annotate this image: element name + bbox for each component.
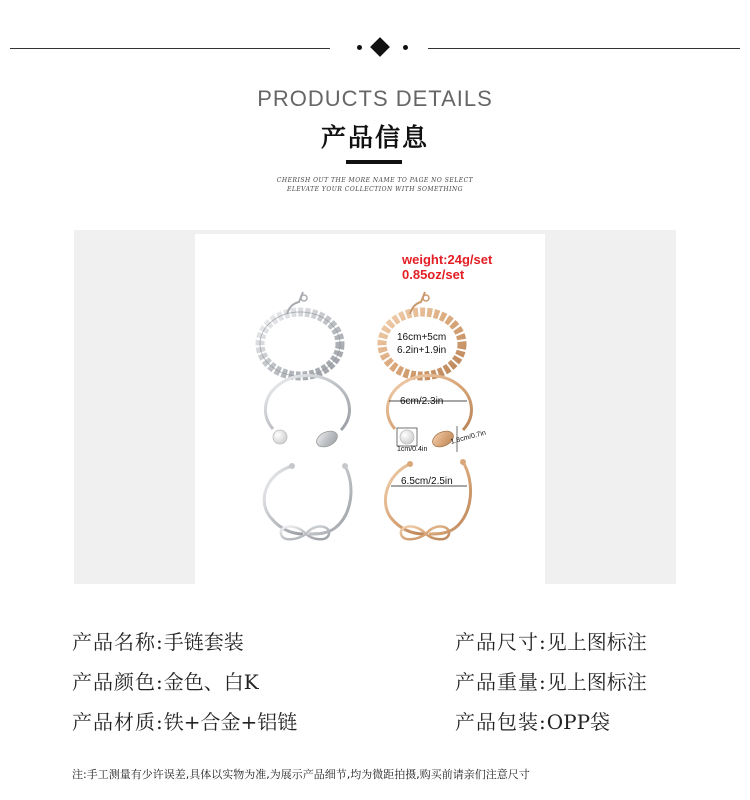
weight-label-ounces: 0.85oz/set	[402, 267, 465, 282]
spec-size-value: 见上图标注	[546, 630, 647, 654]
spec-weight-label: 产品重量:	[455, 670, 547, 694]
spec-product-weight	[455, 666, 647, 695]
spec-product-material	[72, 706, 297, 735]
chain-size-cm: 16cm+5cm	[397, 332, 447, 343]
cuff-width: 6cm/2.3in	[400, 396, 444, 407]
tiny-text-line-1: CHERISH OUT THE MORE NAME TO PAGE NO SELECT	[276, 177, 474, 184]
silver-chain-bracelet	[260, 292, 340, 376]
silver-pearl-heart-cuff	[265, 376, 349, 450]
spec-color-label: 产品颜色:	[72, 670, 164, 694]
spec-weight-value: 见上图标注	[546, 670, 647, 694]
gold-bow-bangle	[385, 459, 470, 539]
title-english: PRODUCTS DETAILS	[257, 86, 493, 111]
title-underline	[346, 160, 402, 164]
spec-package-label: 产品包装:	[455, 710, 547, 734]
header-dot-left	[357, 45, 362, 50]
spec-product-name	[72, 626, 244, 655]
header-divider-left	[10, 48, 330, 49]
silver-bow-bangle	[264, 463, 351, 539]
spec-product-package	[455, 706, 610, 735]
weight-label-grams: weight:24g/set	[402, 252, 493, 267]
spec-color-value: 金色、白K	[163, 670, 259, 694]
spec-package-value: OPP袋	[546, 710, 611, 734]
chain-size-in: 6.2in+1.9in	[397, 345, 447, 356]
tiny-text-line-2: ELEVATE YOUR COLLECTION WITH SOMETHING	[286, 186, 464, 193]
diamond-icon	[370, 37, 390, 57]
spec-product-size	[455, 626, 647, 655]
heart-size: 1.8cm/0.7in	[450, 429, 487, 446]
spec-size-label: 产品尺寸:	[455, 630, 547, 654]
bow-width: 6.5cm/2.5in	[401, 476, 453, 487]
spec-name-label: 产品名称:	[72, 630, 164, 654]
header-divider-right	[428, 48, 740, 49]
title-chinese: 产品信息	[320, 123, 429, 152]
spec-material-label: 产品材质:	[72, 710, 164, 734]
spec-product-color	[72, 666, 259, 695]
pearl-size: 1cm/0.4in	[397, 446, 428, 453]
bracelets-illustration	[195, 234, 545, 584]
header-dot-right	[403, 45, 408, 50]
spec-material-value: 铁+合金+铝链	[163, 710, 298, 734]
footer-note: 注:手工测量有少许误差,具体以实物为准,为展示产品细节,均为微距拍摄,购买前请亲们注意尺寸	[72, 768, 530, 781]
spec-name-value: 手链套装	[163, 630, 244, 654]
product-photo	[195, 234, 545, 584]
